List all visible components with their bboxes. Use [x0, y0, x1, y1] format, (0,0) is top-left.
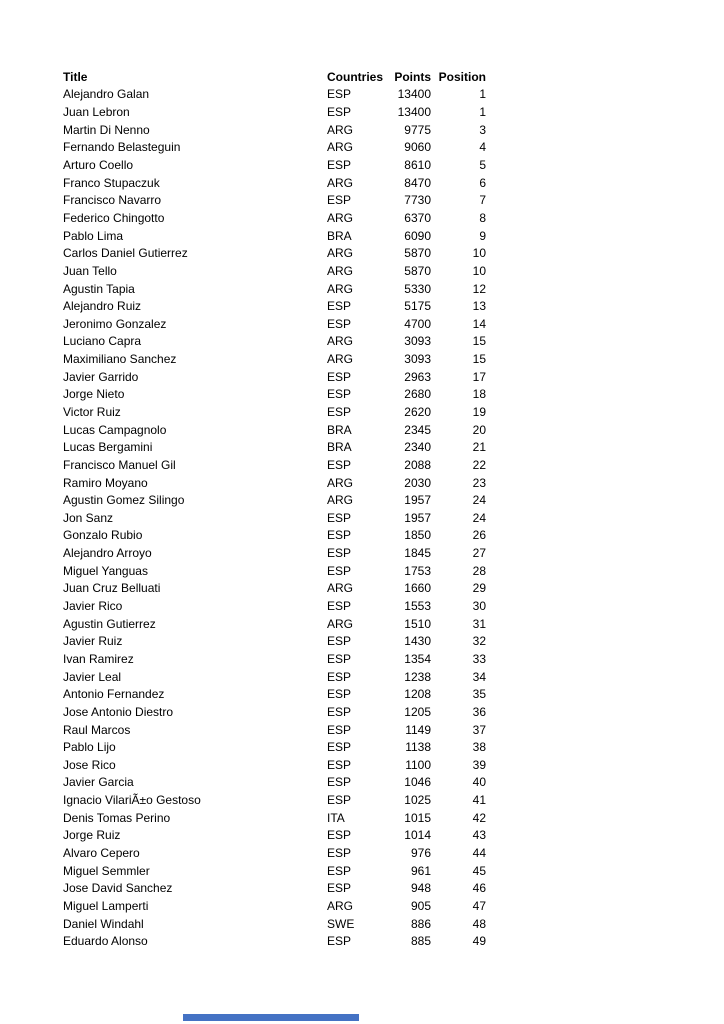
table-row: [63, 456, 486, 474]
table-row: [63, 244, 486, 262]
position-value: 18: [472, 387, 486, 402]
country-code: ESP: [327, 828, 352, 843]
position-value: 36: [472, 704, 486, 719]
points-value: 948: [410, 881, 431, 896]
points-value: 1015: [404, 810, 431, 825]
points-value: 1430: [404, 634, 431, 649]
player-name: Jorge Nieto: [63, 387, 125, 402]
position-value: 3: [479, 122, 486, 137]
player-name: Francisco Navarro: [63, 193, 162, 208]
table-row: [63, 527, 486, 545]
points-value: 1238: [404, 669, 431, 684]
table-row: [63, 703, 486, 721]
points-value: 1149: [405, 722, 431, 737]
position-value: 10: [472, 263, 486, 278]
points-value: 1753: [404, 563, 431, 578]
country-code: ESP: [327, 546, 352, 561]
player-name: Alejandro Arroyo: [63, 546, 152, 561]
header-countries: Countries: [327, 69, 384, 84]
country-code: ARG: [327, 263, 354, 278]
player-name: Eduardo Alonso: [63, 934, 148, 949]
points-value: 1025: [404, 793, 431, 808]
points-value: 1957: [404, 510, 431, 525]
player-name: Javier Garcia: [63, 775, 134, 790]
player-name: Jorge Ruiz: [63, 828, 121, 843]
bottom-blue-bar: [183, 1014, 359, 1021]
position-value: 19: [472, 404, 486, 419]
position-value: 9: [479, 228, 486, 243]
position-value: 20: [472, 422, 486, 437]
table-row: [63, 121, 486, 139]
player-name: Lucas Bergamini: [63, 440, 153, 455]
player-name: Francisco Manuel Gil: [63, 457, 176, 472]
table-row: [63, 139, 486, 157]
position-value: 22: [472, 457, 486, 472]
player-name: Gonzalo Rubio: [63, 528, 143, 543]
points-value: 2088: [404, 457, 431, 472]
position-value: 15: [472, 334, 486, 349]
country-code: ESP: [327, 757, 352, 772]
position-value: 44: [472, 846, 486, 860]
player-name: Alejandro Ruiz: [63, 299, 142, 314]
player-name: Ivan Ramirez: [63, 651, 134, 666]
points-value: 1553: [404, 599, 431, 614]
player-name: Carlos Daniel Gutierrez: [63, 246, 188, 261]
player-name: Luciano Capra: [63, 334, 142, 349]
country-code: SWE: [327, 916, 355, 931]
table-row: [63, 491, 486, 509]
points-value: 2340: [404, 440, 431, 455]
table-row: [63, 474, 486, 492]
position-value: 46: [472, 881, 486, 896]
position-value: 35: [472, 687, 486, 702]
position-value: 12: [472, 281, 486, 296]
points-value: 3093: [404, 352, 431, 367]
points-value: 3093: [404, 334, 431, 349]
table-row: [63, 544, 486, 562]
points-value: 1046: [404, 775, 431, 790]
position-value: 24: [472, 493, 486, 508]
points-value: 1957: [404, 493, 431, 508]
points-value: 5870: [404, 246, 431, 261]
table-row: [63, 509, 486, 527]
table-row: [63, 597, 486, 615]
position-value: 23: [472, 475, 486, 490]
points-value: 2030: [404, 475, 431, 490]
points-value: 1354: [404, 651, 431, 666]
position-value: 47: [472, 898, 486, 913]
player-name: Alvaro Cepero: [63, 846, 140, 860]
points-value: 886: [410, 916, 431, 931]
player-name: Miguel Yanguas: [63, 563, 148, 578]
country-code: ESP: [327, 510, 352, 525]
country-code: ESP: [327, 404, 352, 419]
player-name: Jose Rico: [63, 757, 116, 772]
country-code: ARG: [327, 281, 354, 296]
country-code: ESP: [327, 740, 352, 755]
points-value: 1205: [404, 704, 431, 719]
table-row: [63, 297, 486, 315]
position-value: 26: [472, 528, 486, 543]
position-value: 8: [479, 210, 486, 225]
table-row: [63, 721, 486, 739]
points-value: 9060: [404, 140, 431, 155]
player-name: Fernando Belasteguin: [63, 140, 181, 155]
country-code: ESP: [327, 793, 352, 808]
position-value: 48: [472, 916, 486, 931]
points-value: 2680: [404, 387, 431, 402]
player-name: Arturo Coello: [63, 158, 134, 173]
country-code: ESP: [327, 669, 352, 684]
player-name: Juan Cruz Belluati: [63, 581, 161, 596]
table-row: [63, 844, 486, 862]
country-code: ESP: [327, 634, 352, 649]
country-code: ESP: [327, 775, 352, 790]
points-value: 1100: [405, 757, 431, 772]
table-row: [63, 633, 486, 651]
player-name: Jose David Sanchez: [63, 881, 173, 896]
points-value: 8470: [404, 175, 431, 190]
position-value: 17: [472, 369, 486, 384]
points-value: 976: [410, 846, 431, 860]
country-code: ESP: [327, 863, 352, 878]
table-row: [63, 932, 486, 950]
points-value: 1208: [404, 687, 431, 702]
position-value: 5: [479, 158, 486, 173]
points-value: 5870: [404, 263, 431, 278]
table-row: [63, 333, 486, 351]
position-value: 1: [479, 87, 486, 102]
country-code: BRA: [327, 440, 352, 455]
position-value: 31: [472, 616, 486, 631]
points-value: 9775: [404, 122, 431, 137]
points-value: 7730: [404, 193, 431, 208]
position-value: 37: [472, 722, 486, 737]
position-value: 28: [472, 563, 486, 578]
player-name: Pablo Lijo: [63, 740, 116, 755]
player-name: Antonio Fernandez: [63, 687, 165, 702]
table-row: [63, 897, 486, 915]
country-code: ARG: [327, 210, 354, 225]
player-name: Jose Antonio Diestro: [63, 704, 174, 719]
table-row: [63, 915, 486, 933]
country-code: ARG: [327, 581, 354, 596]
player-name: Pablo Lima: [63, 228, 124, 243]
position-value: 33: [472, 651, 486, 666]
position-value: 4: [479, 140, 486, 155]
table-row: [63, 738, 486, 756]
position-value: 32: [472, 634, 486, 649]
position-value: 1: [479, 105, 486, 120]
player-name: Jeronimo Gonzalez: [63, 316, 167, 331]
table-row: [63, 438, 486, 456]
country-code: ARG: [327, 246, 354, 261]
points-value: 2620: [404, 404, 431, 419]
points-value: 5175: [404, 299, 431, 314]
table-body: [63, 86, 486, 950]
player-name: Javier Garrido: [63, 369, 139, 384]
country-code: ESP: [327, 651, 352, 666]
country-code: ESP: [327, 193, 352, 208]
player-name: Martin Di Nenno: [63, 122, 150, 137]
country-code: ARG: [327, 352, 354, 367]
table-row: [63, 209, 486, 227]
points-value: 1014: [404, 828, 431, 843]
points-value: 1138: [405, 740, 431, 755]
points-value: 885: [410, 934, 431, 949]
position-value: 45: [472, 863, 486, 878]
position-value: 39: [472, 757, 486, 772]
table-row: [63, 615, 486, 633]
player-name: Miguel Lamperti: [63, 898, 149, 913]
table-row: [63, 386, 486, 404]
ranking-table: [63, 68, 486, 950]
country-code: ARG: [327, 334, 354, 349]
player-name: Ignacio VilariÃ±o Gestoso: [63, 793, 201, 808]
table-row: [63, 879, 486, 897]
player-name: Agustin Gomez Silingo: [63, 493, 185, 508]
header-position: Position: [438, 69, 486, 84]
country-code: ITA: [327, 810, 345, 825]
country-code: ESP: [327, 563, 352, 578]
position-value: 6: [479, 175, 486, 190]
table-row: [63, 174, 486, 192]
position-value: 14: [472, 316, 486, 331]
country-code: ARG: [327, 175, 354, 190]
position-value: 42: [472, 810, 486, 825]
points-value: 2963: [404, 369, 431, 384]
points-value: 1850: [404, 528, 431, 543]
position-value: 43: [472, 828, 486, 843]
country-code: ESP: [327, 299, 352, 314]
player-name: Miguel Semmler: [63, 863, 150, 878]
player-name: Juan Tello: [63, 263, 117, 278]
table-row: [63, 368, 486, 386]
table-row: [63, 791, 486, 809]
country-code: ARG: [327, 493, 354, 508]
player-name: Javier Rico: [63, 599, 123, 614]
table-row: [63, 191, 486, 209]
table-header-row: [63, 68, 486, 86]
country-code: ESP: [327, 105, 352, 120]
table-row: [63, 668, 486, 686]
country-code: ESP: [327, 687, 352, 702]
player-name: Javier Ruiz: [63, 634, 123, 649]
table-row: [63, 650, 486, 668]
table-row: [63, 156, 486, 174]
country-code: ESP: [327, 316, 352, 331]
country-code: ARG: [327, 475, 354, 490]
country-code: ESP: [327, 158, 352, 173]
country-code: BRA: [327, 422, 352, 437]
position-value: 30: [472, 599, 486, 614]
player-name: Lucas Campagnolo: [63, 422, 167, 437]
points-value: 13400: [397, 87, 431, 102]
country-code: ESP: [327, 87, 352, 102]
position-value: 13: [472, 299, 486, 314]
position-value: 10: [472, 246, 486, 261]
table-row: [63, 103, 486, 121]
table-row: [63, 685, 486, 703]
position-value: 21: [472, 440, 486, 455]
player-name: Denis Tomas Perino: [63, 810, 171, 825]
country-code: BRA: [327, 228, 352, 243]
player-name: Juan Lebron: [63, 105, 130, 120]
player-name: Agustin Tapia: [63, 281, 135, 296]
position-value: 41: [472, 793, 486, 808]
player-name: Jon Sanz: [63, 510, 114, 525]
points-value: 8610: [404, 158, 431, 173]
points-value: 905: [410, 898, 431, 913]
position-value: 15: [472, 352, 486, 367]
table-row: [63, 421, 486, 439]
position-value: 24: [472, 510, 486, 525]
table-row: [63, 827, 486, 845]
position-value: 34: [472, 669, 486, 684]
player-name: Maximiliano Sanchez: [63, 352, 177, 367]
country-code: ESP: [327, 881, 352, 896]
country-code: ESP: [327, 369, 352, 384]
points-value: 6370: [404, 210, 431, 225]
table-row: [63, 562, 486, 580]
points-value: 4700: [404, 316, 431, 331]
table-row: [63, 86, 486, 104]
table-row: [63, 403, 486, 421]
player-name: Ramiro Moyano: [63, 475, 148, 490]
position-value: 7: [479, 193, 486, 208]
position-value: 29: [472, 581, 486, 596]
points-value: 13400: [397, 105, 431, 120]
table-row: [63, 580, 486, 598]
points-value: 6090: [404, 228, 431, 243]
country-code: ESP: [327, 457, 352, 472]
country-code: ESP: [327, 528, 352, 543]
points-value: 5330: [404, 281, 431, 296]
player-name: Franco Stupaczuk: [63, 175, 160, 190]
points-value: 1660: [404, 581, 431, 596]
player-name: Raul Marcos: [63, 722, 131, 737]
country-code: ESP: [327, 387, 352, 402]
points-value: 961: [410, 863, 431, 878]
table-row: [63, 774, 486, 792]
country-code: ARG: [327, 140, 354, 155]
header-points: Points: [394, 69, 431, 84]
position-value: 27: [472, 546, 486, 561]
position-value: 38: [472, 740, 486, 755]
country-code: ESP: [327, 599, 352, 614]
position-value: 40: [472, 775, 486, 790]
player-name: Victor Ruiz: [63, 404, 121, 419]
table-row: [63, 262, 486, 280]
table-row: [63, 350, 486, 368]
country-code: ARG: [327, 122, 354, 137]
table-row: [63, 862, 486, 880]
player-name: Javier Leal: [63, 669, 122, 684]
country-code: ARG: [327, 898, 354, 913]
table-row: [63, 756, 486, 774]
table-row: [63, 809, 486, 827]
player-name: Alejandro Galan: [63, 87, 150, 102]
position-value: 49: [472, 934, 486, 949]
header-title: Title: [63, 69, 88, 84]
country-code: ESP: [327, 722, 352, 737]
country-code: ARG: [327, 616, 354, 631]
country-code: ESP: [327, 704, 352, 719]
country-code: ESP: [327, 934, 352, 949]
player-name: Agustin Gutierrez: [63, 616, 156, 631]
table-row: [63, 227, 486, 245]
points-value: 1510: [404, 616, 431, 631]
table-row: [63, 280, 486, 298]
player-name: Federico Chingotto: [63, 210, 165, 225]
country-code: ESP: [327, 846, 352, 860]
player-name: Daniel Windahl: [63, 916, 144, 931]
table-row: [63, 315, 486, 333]
points-value: 1845: [404, 546, 431, 561]
points-value: 2345: [404, 422, 431, 437]
